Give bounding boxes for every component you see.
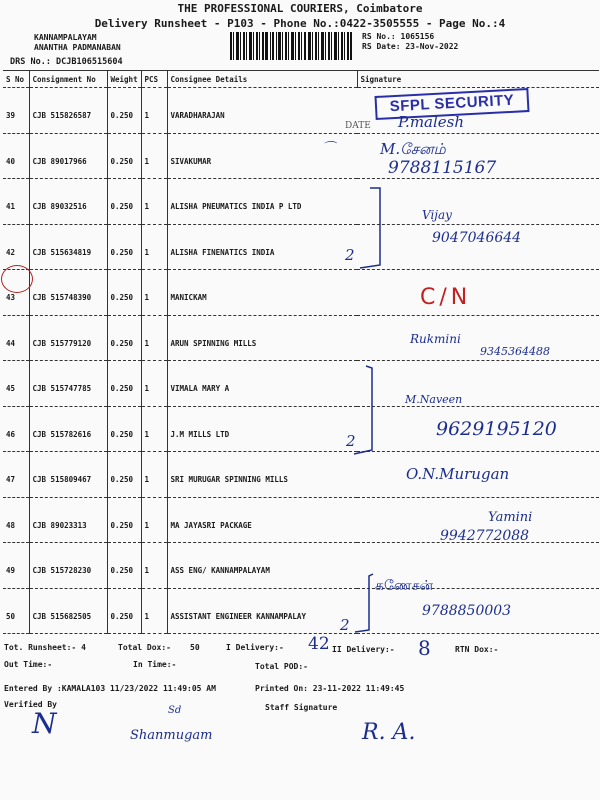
- stamp-date-label: DATE: [345, 121, 371, 131]
- cell-weight: 0.250: [107, 270, 141, 316]
- cell-pcs: 1: [141, 88, 167, 134]
- total-runsheet: Tot. Runsheet:- 4: [4, 643, 86, 652]
- rs-date: RS Date: 23-Nov-2022: [362, 42, 459, 51]
- col-pcs: PCS: [141, 71, 167, 88]
- cell-consignment: CJB 89032516: [29, 179, 107, 225]
- cell-weight: 0.250: [107, 452, 141, 498]
- cell-consignee: SIVAKUMAR: [167, 133, 357, 179]
- cell-pcs: 1: [141, 270, 167, 316]
- signature-40: M.சேனம்: [380, 140, 446, 158]
- cell-consignee: ALISHA PNEUMATICS INDIA P LTD: [167, 179, 357, 225]
- staff-initial: Sd: [168, 705, 182, 716]
- col-signature: Signature: [357, 71, 599, 88]
- sfpl-security-stamp: SFPL SECURITY: [374, 88, 529, 120]
- cell-sno: 50: [3, 588, 29, 634]
- phone-50: 9788850003: [422, 603, 512, 619]
- printed-on: Printed On: 23-11-2022 11:49:45: [255, 684, 405, 693]
- cell-consignment: CJB 515747785: [29, 361, 107, 407]
- cell-signature: [357, 270, 599, 316]
- in-time: In Time:-: [133, 660, 177, 669]
- phone-46: 9629195120: [436, 418, 557, 440]
- rtn-dox: RTN Dox:-: [455, 645, 499, 654]
- cell-consignment: CJB 89017966: [29, 133, 107, 179]
- bracket-count-3: 2: [340, 616, 350, 634]
- phone-40: 9788115167: [388, 158, 497, 178]
- cell-sno: 48: [3, 497, 29, 543]
- cell-consignment: CJB 515809467: [29, 452, 107, 498]
- cell-consignee: MA JAYASRI PACKAGE: [167, 497, 357, 543]
- phone-42: 9047046644: [432, 230, 522, 246]
- cell-sno: 42: [3, 224, 29, 270]
- signature-44: Rukmini: [410, 332, 461, 346]
- verified-signature: N: [32, 707, 57, 740]
- i-delivery-count: 42: [308, 634, 330, 654]
- cn-mark: C/N: [420, 285, 472, 310]
- staff-signature-label: Staff Signature: [265, 703, 338, 712]
- cell-sno: 45: [3, 361, 29, 407]
- cell-consignment: CJB 515826587: [29, 88, 107, 134]
- receiver-signature: R. A.: [362, 720, 416, 745]
- cell-consignment: CJB 515748390: [29, 270, 107, 316]
- signature-48: Yamini: [488, 510, 533, 525]
- signature-49: கணேசன்: [375, 578, 434, 594]
- cell-pcs: 1: [141, 543, 167, 589]
- cell-consignee: J.M MILLS LTD: [167, 406, 357, 452]
- table-row: [3, 452, 599, 498]
- tick-mark: ⌒: [322, 141, 336, 156]
- table-row: [3, 133, 599, 179]
- staff-signature: Shanmugam: [130, 728, 213, 743]
- cell-pcs: 1: [141, 224, 167, 270]
- ii-delivery-count: 8: [418, 636, 431, 660]
- cell-sno: 49: [3, 543, 29, 589]
- cell-consignee: MANICKAM: [167, 270, 357, 316]
- table-row: [3, 361, 599, 407]
- cell-sno: 46: [3, 406, 29, 452]
- cell-consignee: VIMALA MARY A: [167, 361, 357, 407]
- signature-47: O.N.Murugan: [406, 465, 510, 483]
- verified-by: Verified By: [4, 700, 57, 709]
- total-dox-value: 50: [190, 643, 200, 652]
- cell-sno: 44: [3, 315, 29, 361]
- cell-consignment: CJB 515682505: [29, 588, 107, 634]
- signature-39: P.malesh: [398, 113, 465, 131]
- cell-consignment: CJB 515634819: [29, 224, 107, 270]
- entered-by: Entered By :KAMALA103 11/23/2022 11:49:05 AM: [4, 684, 216, 693]
- cell-sno: 39: [3, 88, 29, 134]
- cell-consignment: CJB 89023313: [29, 497, 107, 543]
- bracket-count-1: 2: [345, 246, 355, 264]
- cell-pcs: 1: [141, 179, 167, 225]
- cell-consignment: CJB 515779120: [29, 315, 107, 361]
- cell-consignee: SRI MURUGAR SPINNING MILLS: [167, 452, 357, 498]
- agent-name: ANANTHA PADMANABAN: [34, 43, 121, 52]
- col-consignment: Consignment No: [29, 71, 107, 88]
- out-time: Out Time:-: [4, 660, 53, 669]
- cell-weight: 0.250: [107, 133, 141, 179]
- table-row: [3, 179, 599, 225]
- cell-signature: [357, 179, 599, 225]
- rs-number: RS No.: 1065156: [362, 32, 435, 41]
- cell-weight: 0.250: [107, 361, 141, 407]
- cell-weight: 0.250: [107, 88, 141, 134]
- cell-pcs: 1: [141, 315, 167, 361]
- cell-consignment: CJB 515782616: [29, 406, 107, 452]
- cell-signature: [357, 315, 599, 361]
- col-sno: S No: [3, 71, 29, 88]
- cell-pcs: 1: [141, 588, 167, 634]
- cell-sno: 43: [3, 270, 29, 316]
- cell-pcs: 1: [141, 452, 167, 498]
- table-header: [3, 71, 599, 88]
- cell-weight: 0.250: [107, 224, 141, 270]
- cell-consignee: ARUN SPINNING MILLS: [167, 315, 357, 361]
- cell-weight: 0.250: [107, 497, 141, 543]
- ii-delivery-label: II Delivery:-: [332, 645, 395, 654]
- runsheet-subtitle: Delivery Runsheet - P103 - Phone No.:0422-3505555 - Page No.:4: [94, 17, 506, 30]
- location: KANNAMPALAYAM: [34, 33, 97, 42]
- cell-sno: 47: [3, 452, 29, 498]
- cell-consignee: VARADHARAJAN: [167, 88, 357, 134]
- cell-consignee: ASS ENG/ KANNAMPALAYAM: [167, 543, 357, 589]
- cell-signature: [357, 361, 599, 407]
- phone-48: 9942772088: [440, 528, 530, 544]
- table-row: [3, 270, 599, 316]
- signature-41: Vijay: [422, 208, 452, 222]
- cell-pcs: 1: [141, 406, 167, 452]
- row-43-circle: [1, 265, 33, 293]
- cell-sno: 40: [3, 133, 29, 179]
- col-weight: Weight: [107, 71, 141, 88]
- barcode: [230, 32, 352, 60]
- cell-weight: 0.250: [107, 543, 141, 589]
- drs-number: DRS No.: DCJB106515604: [10, 57, 123, 67]
- total-dox-label: Total Dox:-: [118, 643, 171, 652]
- cell-pcs: 1: [141, 133, 167, 179]
- cell-sno: 41: [3, 179, 29, 225]
- cell-consignee: ALISHA FINENATICS INDIA: [167, 224, 357, 270]
- phone-44: 9345364488: [480, 345, 550, 358]
- cell-weight: 0.250: [107, 406, 141, 452]
- bracket-count-2: 2: [346, 432, 356, 450]
- rs-info: [362, 32, 458, 52]
- cell-pcs: 1: [141, 361, 167, 407]
- cell-weight: 0.250: [107, 315, 141, 361]
- cell-weight: 0.250: [107, 179, 141, 225]
- cell-weight: 0.250: [107, 588, 141, 634]
- col-consignee: Consignee Details: [167, 71, 357, 88]
- table-row: [3, 543, 599, 589]
- cell-pcs: 1: [141, 497, 167, 543]
- signature-45: M.Naveen: [405, 393, 463, 406]
- cell-consignment: CJB 515728230: [29, 543, 107, 589]
- company-title: THE PROFESSIONAL COURIERS, Coimbatore: [177, 2, 423, 15]
- total-pod: Total POD:-: [255, 662, 308, 671]
- i-delivery-label: I Delivery:-: [226, 643, 284, 652]
- cell-consignee: ASSISTANT ENGINEER KANNAMPALAY: [167, 588, 357, 634]
